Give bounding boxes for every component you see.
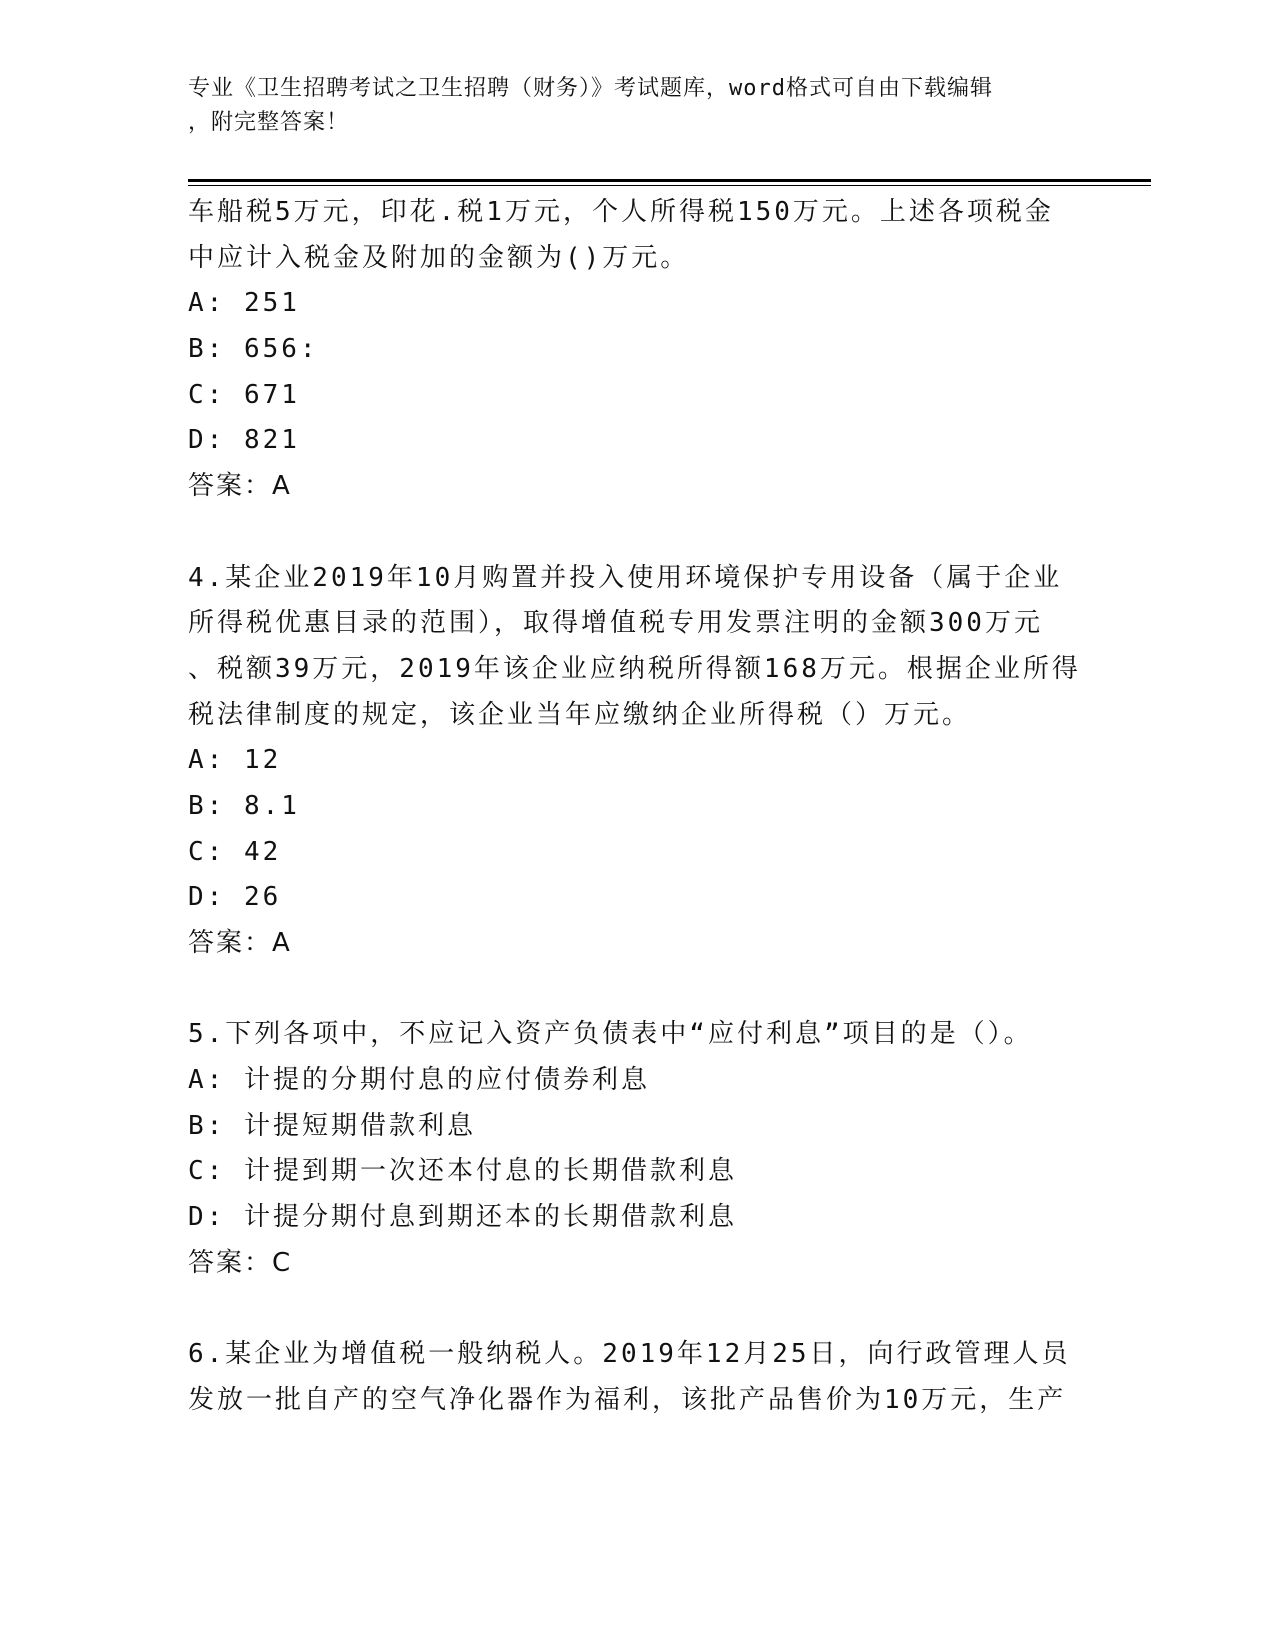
question-stem: 中应计入税金及附加的金额为()万元。 (188, 242, 690, 273)
question-stem: 、税额39万元，2019年该企业应纳税所得额168万元。根据企业所得 (188, 653, 1081, 684)
answer-line: 答案：A (188, 928, 292, 958)
option-c: C: 42 (188, 836, 282, 867)
question-stem: 发放一批自产的空气净化器作为福利，该批产品售价为10万元，生产 (188, 1384, 1067, 1415)
document-header (188, 72, 1088, 140)
spacer (188, 967, 1088, 1013)
option-b: B: 计提短期借款利息 (188, 1110, 476, 1141)
answer-line: 答案：C (188, 1247, 293, 1278)
question-3 (188, 190, 1088, 510)
option-b: B: 8.1 (188, 790, 300, 821)
question-4 (188, 556, 1088, 967)
option-a: A: 12 (188, 745, 282, 776)
question-stem: 税法律制度的规定，该企业当年应缴纳企业所得税（）万元。 (188, 699, 972, 730)
spacer (188, 510, 1088, 556)
answer-line: 答案：A (188, 471, 292, 502)
option-a: A: 251 (188, 288, 300, 319)
question-6 (188, 1332, 1088, 1423)
option-b: B: 656: (188, 334, 319, 365)
question-stem: 5.下列各项中，不应记入资产负债表中“应付利息”项目的是（）。 (188, 1019, 1033, 1050)
header-title-line-2: ，附完整答案！ (188, 110, 350, 135)
header-title-line-1: 专业《卫生招聘考试之卫生招聘（财务）》考试题库，word格式可自由下载编辑 (188, 76, 993, 101)
option-d: D: 计提分期付息到期还本的长期借款利息 (188, 1202, 737, 1233)
question-list (188, 190, 1088, 1424)
option-d: D: 26 (188, 882, 282, 913)
option-c: C: 计提到期一次还本付息的长期借款利息 (188, 1156, 737, 1187)
question-stem: 所得税优惠目录的范围），取得增值税专用发票注明的金额300万元 (188, 608, 1043, 639)
spacer (188, 1287, 1088, 1333)
question-stem: 车船税5万元，印花.税1万元，个人所得税150万元。上述各项税金 (188, 197, 1054, 227)
option-c: C: 671 (188, 379, 300, 410)
header-divider-thin (188, 185, 1151, 186)
option-d: D: 821 (188, 425, 300, 456)
question-stem: 6.某企业为增值税一般纳税人。2019年12月25日，向行政管理人员 (188, 1339, 1071, 1370)
option-a: A: 计提的分期付息的应付债券利息 (188, 1065, 650, 1096)
header-divider-thick (188, 179, 1151, 182)
question-stem: 4.某企业2019年10月购置并投入使用环境保护专用设备（属于企业 (188, 562, 1063, 593)
question-5 (188, 1012, 1088, 1286)
